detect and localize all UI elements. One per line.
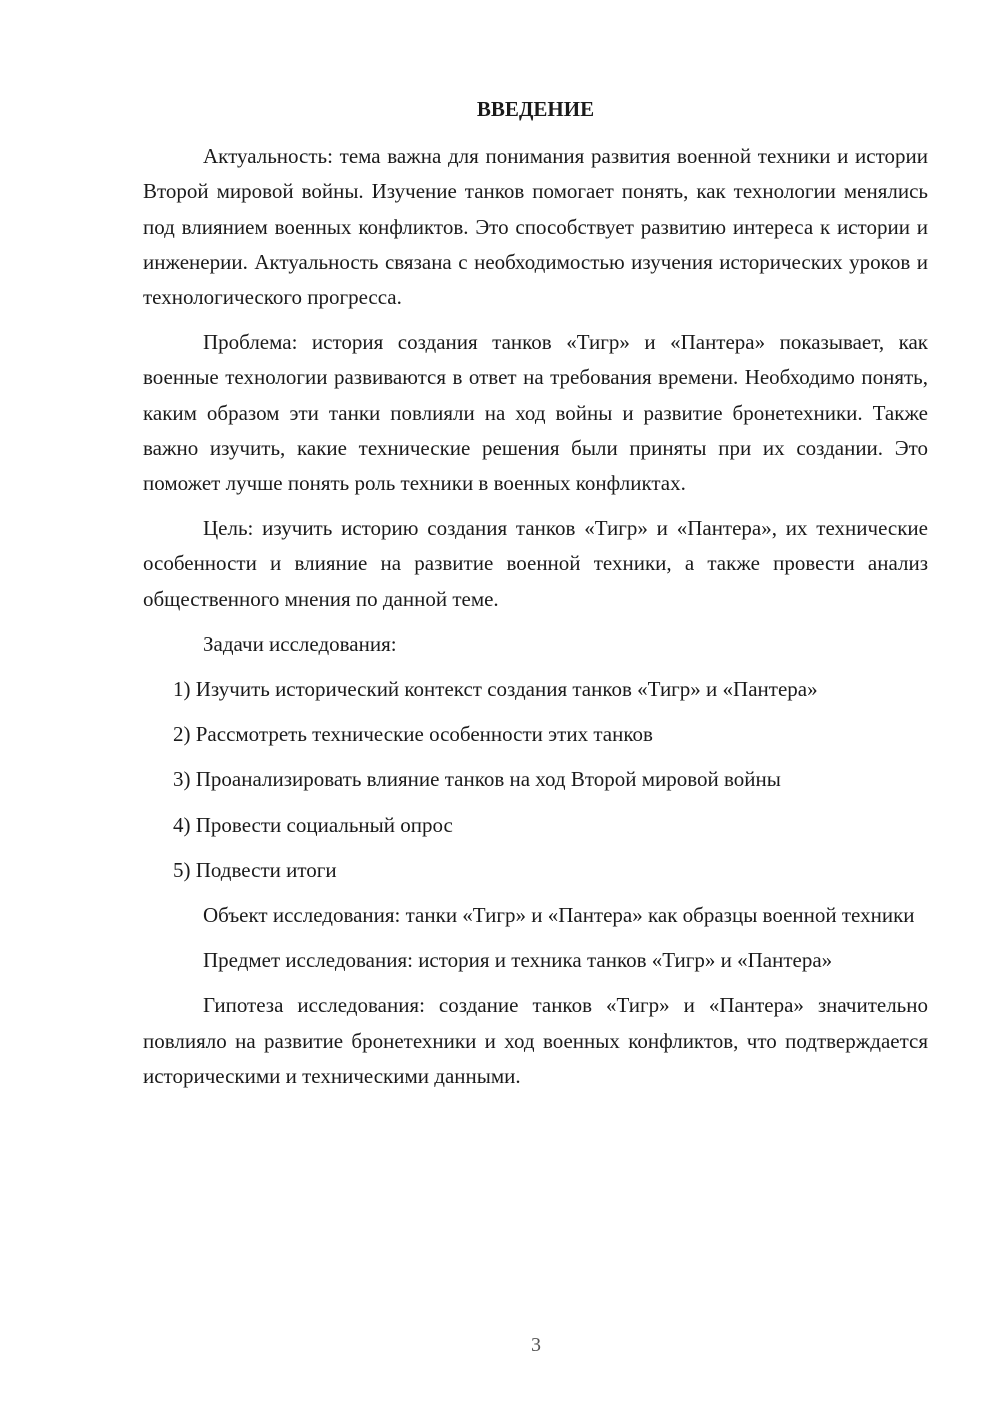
problem-paragraph: Проблема: история создания танков «Тигр» и «Пантера» показывает, как военные технологии развиваются в ответ на требования времени. Необходимо понять, каким образом эти танки повлияли на ход войны и развитие бронетехники. Также важно изучить, какие технические решения были приняты при их создании. Это поможет лучше понять роль техники в военных конфликтах. [143, 330, 928, 496]
hypothesis-paragraph: Гипотеза исследования: создание танков «Тигр» и «Пантера» значительно повлияло на развитие бронетехники и ход военных конфликтов, что подтверждается историческими и техническими данными. [143, 993, 928, 1088]
goal-paragraph: Цель: изучить историю создания танков «Тигр» и «Пантера», их технические особенности и влияние на развитие военной техники, а также провести анализ общественного мнения по данной теме. [143, 516, 928, 611]
object-paragraph: Объект исследования: танки «Тигр» и «Пантера» как образцы военной техники [203, 903, 915, 928]
tasks-title: Задачи исследования: [203, 631, 397, 656]
page-number: 3 [531, 1334, 541, 1356]
task-item: 5) Подвести итоги [173, 857, 337, 882]
task-item: 1) Изучить исторический контекст создания танков «Тигр» и «Пантера» [173, 677, 818, 702]
document-page [143, 92, 928, 1104]
subject-paragraph: Предмет исследования: история и техника танков «Тигр» и «Пантера» [203, 948, 833, 973]
relevance-paragraph: Актуальность: тема важна для понимания развития военной техники и истории Второй мировой войны. Изучение танков помогает понять, как технологии менялись под влиянием военных конфликтов. Это способствует развитию интереса к истории и инженерии. Актуальность связана с необходимостью изучения исторических уроков и технологического прогресса. [143, 144, 928, 310]
task-item: 4) Провести социальный опрос [173, 812, 453, 837]
tasks-list [143, 672, 928, 888]
section-heading: ВВЕДЕНИЕ [476, 97, 595, 121]
task-item: 2) Рассмотреть технические особенности этих танков [173, 722, 653, 747]
task-item: 3) Проанализировать влияние танков на ход Второй мировой войны [173, 767, 781, 792]
